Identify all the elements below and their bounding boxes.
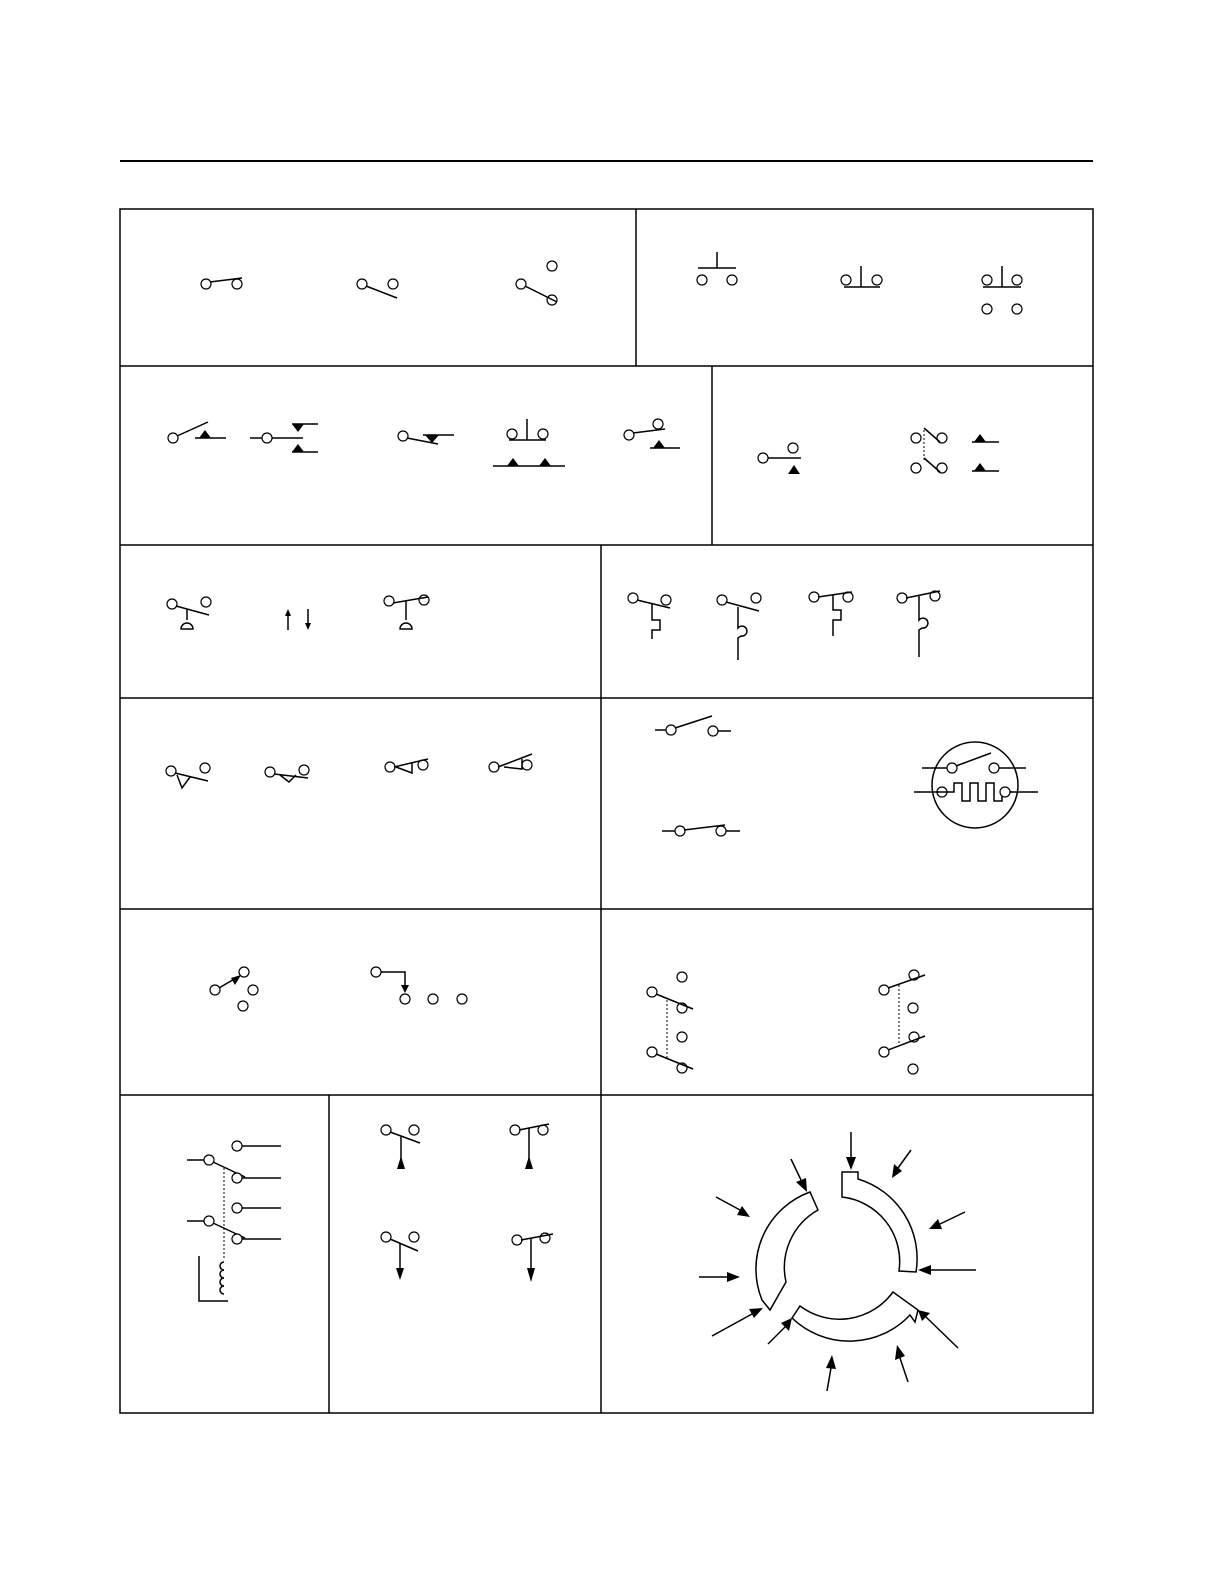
- panel-liquid-level-switches: [167, 595, 429, 630]
- symbol-actuated-contact: [758, 443, 801, 474]
- symbol-arrow-up-closed: [510, 1124, 549, 1169]
- symbol-arrow-down-open: [381, 1232, 419, 1280]
- symbol-flag-open-left: [166, 763, 210, 788]
- panel-segmented-rotary: [699, 1132, 976, 1391]
- symbol-pushbutton-two-circuit: [982, 266, 1022, 314]
- panel-actuated-switch-variants: [758, 428, 999, 474]
- symbol-rotary-selector: [210, 967, 258, 1011]
- symbol-float-direction-arrows: [285, 609, 311, 630]
- panel-ganged-switches: [647, 970, 925, 1074]
- panel-grid: [120, 209, 1093, 1413]
- symbol-temperature-step-closed: [809, 592, 853, 636]
- symbol-switch-closed: [662, 825, 740, 836]
- symbol-float-switch-closed: [384, 595, 429, 629]
- panel-actuated-switches: [168, 419, 680, 466]
- symbol-single-throw-open: [201, 278, 242, 289]
- symbol-actuated-double-throw: [250, 424, 318, 452]
- panel-pressure-flow-switches: [166, 754, 532, 788]
- symbol-switch-open: [655, 716, 731, 736]
- symbol-temperature-step-open: [628, 593, 671, 639]
- symbol-slide-selector: [371, 967, 467, 1004]
- symbol-flag-open-right: [265, 765, 309, 782]
- symbol-temperature-coil-closed: [897, 591, 940, 657]
- symbol-flag-closed-left: [385, 759, 428, 773]
- symbol-flag-closed-right: [489, 754, 532, 772]
- symbol-dpdt-ganged-left: [647, 972, 693, 1073]
- symbol-dpdt-ganged-right: [879, 970, 925, 1074]
- panel-time-delay-switches: [655, 716, 1038, 836]
- panel-relay-contacts: [187, 1141, 281, 1301]
- symbol-single-throw-open-alt: [357, 279, 398, 298]
- panel-thermal-switches: [628, 591, 940, 660]
- symbol-actuated-closed: [168, 422, 226, 443]
- symbol-three-segment-ring-with-arrows: [699, 1132, 976, 1391]
- panel-selector-switches: [210, 967, 467, 1011]
- symbol-pushbutton-normally-closed: [841, 266, 882, 287]
- symbol-relay-with-coil: [187, 1141, 281, 1301]
- symbol-float-switch-open: [167, 597, 211, 629]
- symbol-arrow-up-open: [381, 1125, 420, 1169]
- symbol-ganged-actuated-pair: [911, 428, 999, 473]
- panel-spring-return-switches: [381, 1124, 553, 1282]
- symbol-actuated-open: [398, 431, 454, 444]
- symbol-arrow-down-closed: [512, 1233, 553, 1282]
- panel-toggle-switches: [201, 261, 557, 305]
- symbol-pushbutton-actuated: [493, 419, 565, 466]
- symbol-flasher-circle: [914, 742, 1038, 828]
- panel-pushbutton-switches: [697, 252, 1022, 314]
- symbol-actuated-transfer: [624, 419, 680, 448]
- symbol-temperature-coil-open: [717, 593, 761, 660]
- symbol-pushbutton-normally-open: [697, 252, 737, 285]
- symbol-single-pole-double-throw: [516, 261, 557, 305]
